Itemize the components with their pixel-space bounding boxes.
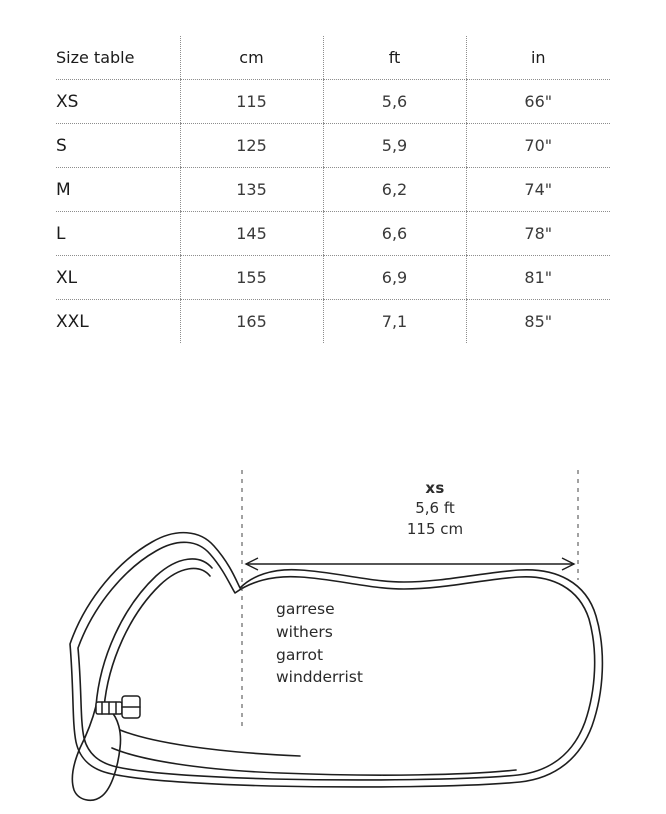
term-item: garrot	[276, 645, 324, 664]
blanket-diagram	[0, 430, 666, 814]
blanket-neck-fold-inner	[104, 569, 210, 708]
dimension-cm-label: 115 cm	[406, 519, 464, 538]
row-value-in: 74"	[466, 168, 610, 212]
row-value-cm: 125	[180, 124, 323, 168]
row-value-cm: 135	[180, 168, 323, 212]
row-size-label: XL	[56, 256, 180, 300]
term-item: garrese	[276, 600, 335, 618]
blanket-lower-fold	[112, 748, 516, 775]
row-value-in: 81"	[466, 256, 610, 300]
row-value-ft: 5,9	[323, 124, 466, 168]
table-header-row	[56, 36, 610, 80]
term-item: windderrist	[276, 668, 363, 687]
row-value-in: 85"	[466, 300, 610, 344]
row-value-cm: 145	[180, 212, 323, 256]
table-row	[56, 212, 610, 256]
row-size-label: XXL	[56, 311, 89, 332]
table-header-size: Size table	[56, 36, 180, 80]
row-value-in: 78"	[466, 212, 610, 256]
row-value-in: 66"	[466, 80, 610, 124]
table-header-ft: ft	[323, 36, 466, 80]
row-size-label: S	[56, 124, 180, 168]
table-header-cm: cm	[180, 36, 323, 80]
terminology-list	[276, 598, 363, 689]
dimension-callout	[330, 478, 540, 539]
row-value-ft: 7,1	[323, 300, 466, 344]
size-table	[56, 36, 610, 343]
table-header-in: in	[466, 36, 610, 80]
size-table-container	[56, 36, 610, 343]
table-row	[56, 256, 610, 300]
row-value-in: 70"	[466, 124, 610, 168]
row-size-label: XS	[56, 80, 180, 124]
row-value-cm: 155	[180, 256, 323, 300]
row-size-label: L	[56, 212, 180, 256]
row-value-ft: 5,6	[323, 80, 466, 124]
term-item: withers	[276, 622, 333, 641]
dimension-size-label: xs	[425, 479, 445, 497]
row-value-ft: 6,6	[323, 212, 466, 256]
row-value-ft: 6,9	[323, 256, 466, 300]
dimension-feet-label: 5,6 ft	[415, 499, 455, 518]
blanket-neck-fold	[96, 559, 212, 706]
table-row	[56, 300, 610, 344]
table-row	[56, 124, 610, 168]
table-row	[56, 168, 610, 212]
row-size-label: M	[56, 168, 180, 212]
row-value-cm: 165	[180, 300, 323, 344]
blanket-belly-line	[120, 730, 300, 756]
row-value-cm: 115	[180, 80, 323, 124]
table-row	[56, 80, 610, 124]
row-value-ft: 6,2	[323, 168, 466, 212]
buckle-icon	[96, 696, 140, 718]
